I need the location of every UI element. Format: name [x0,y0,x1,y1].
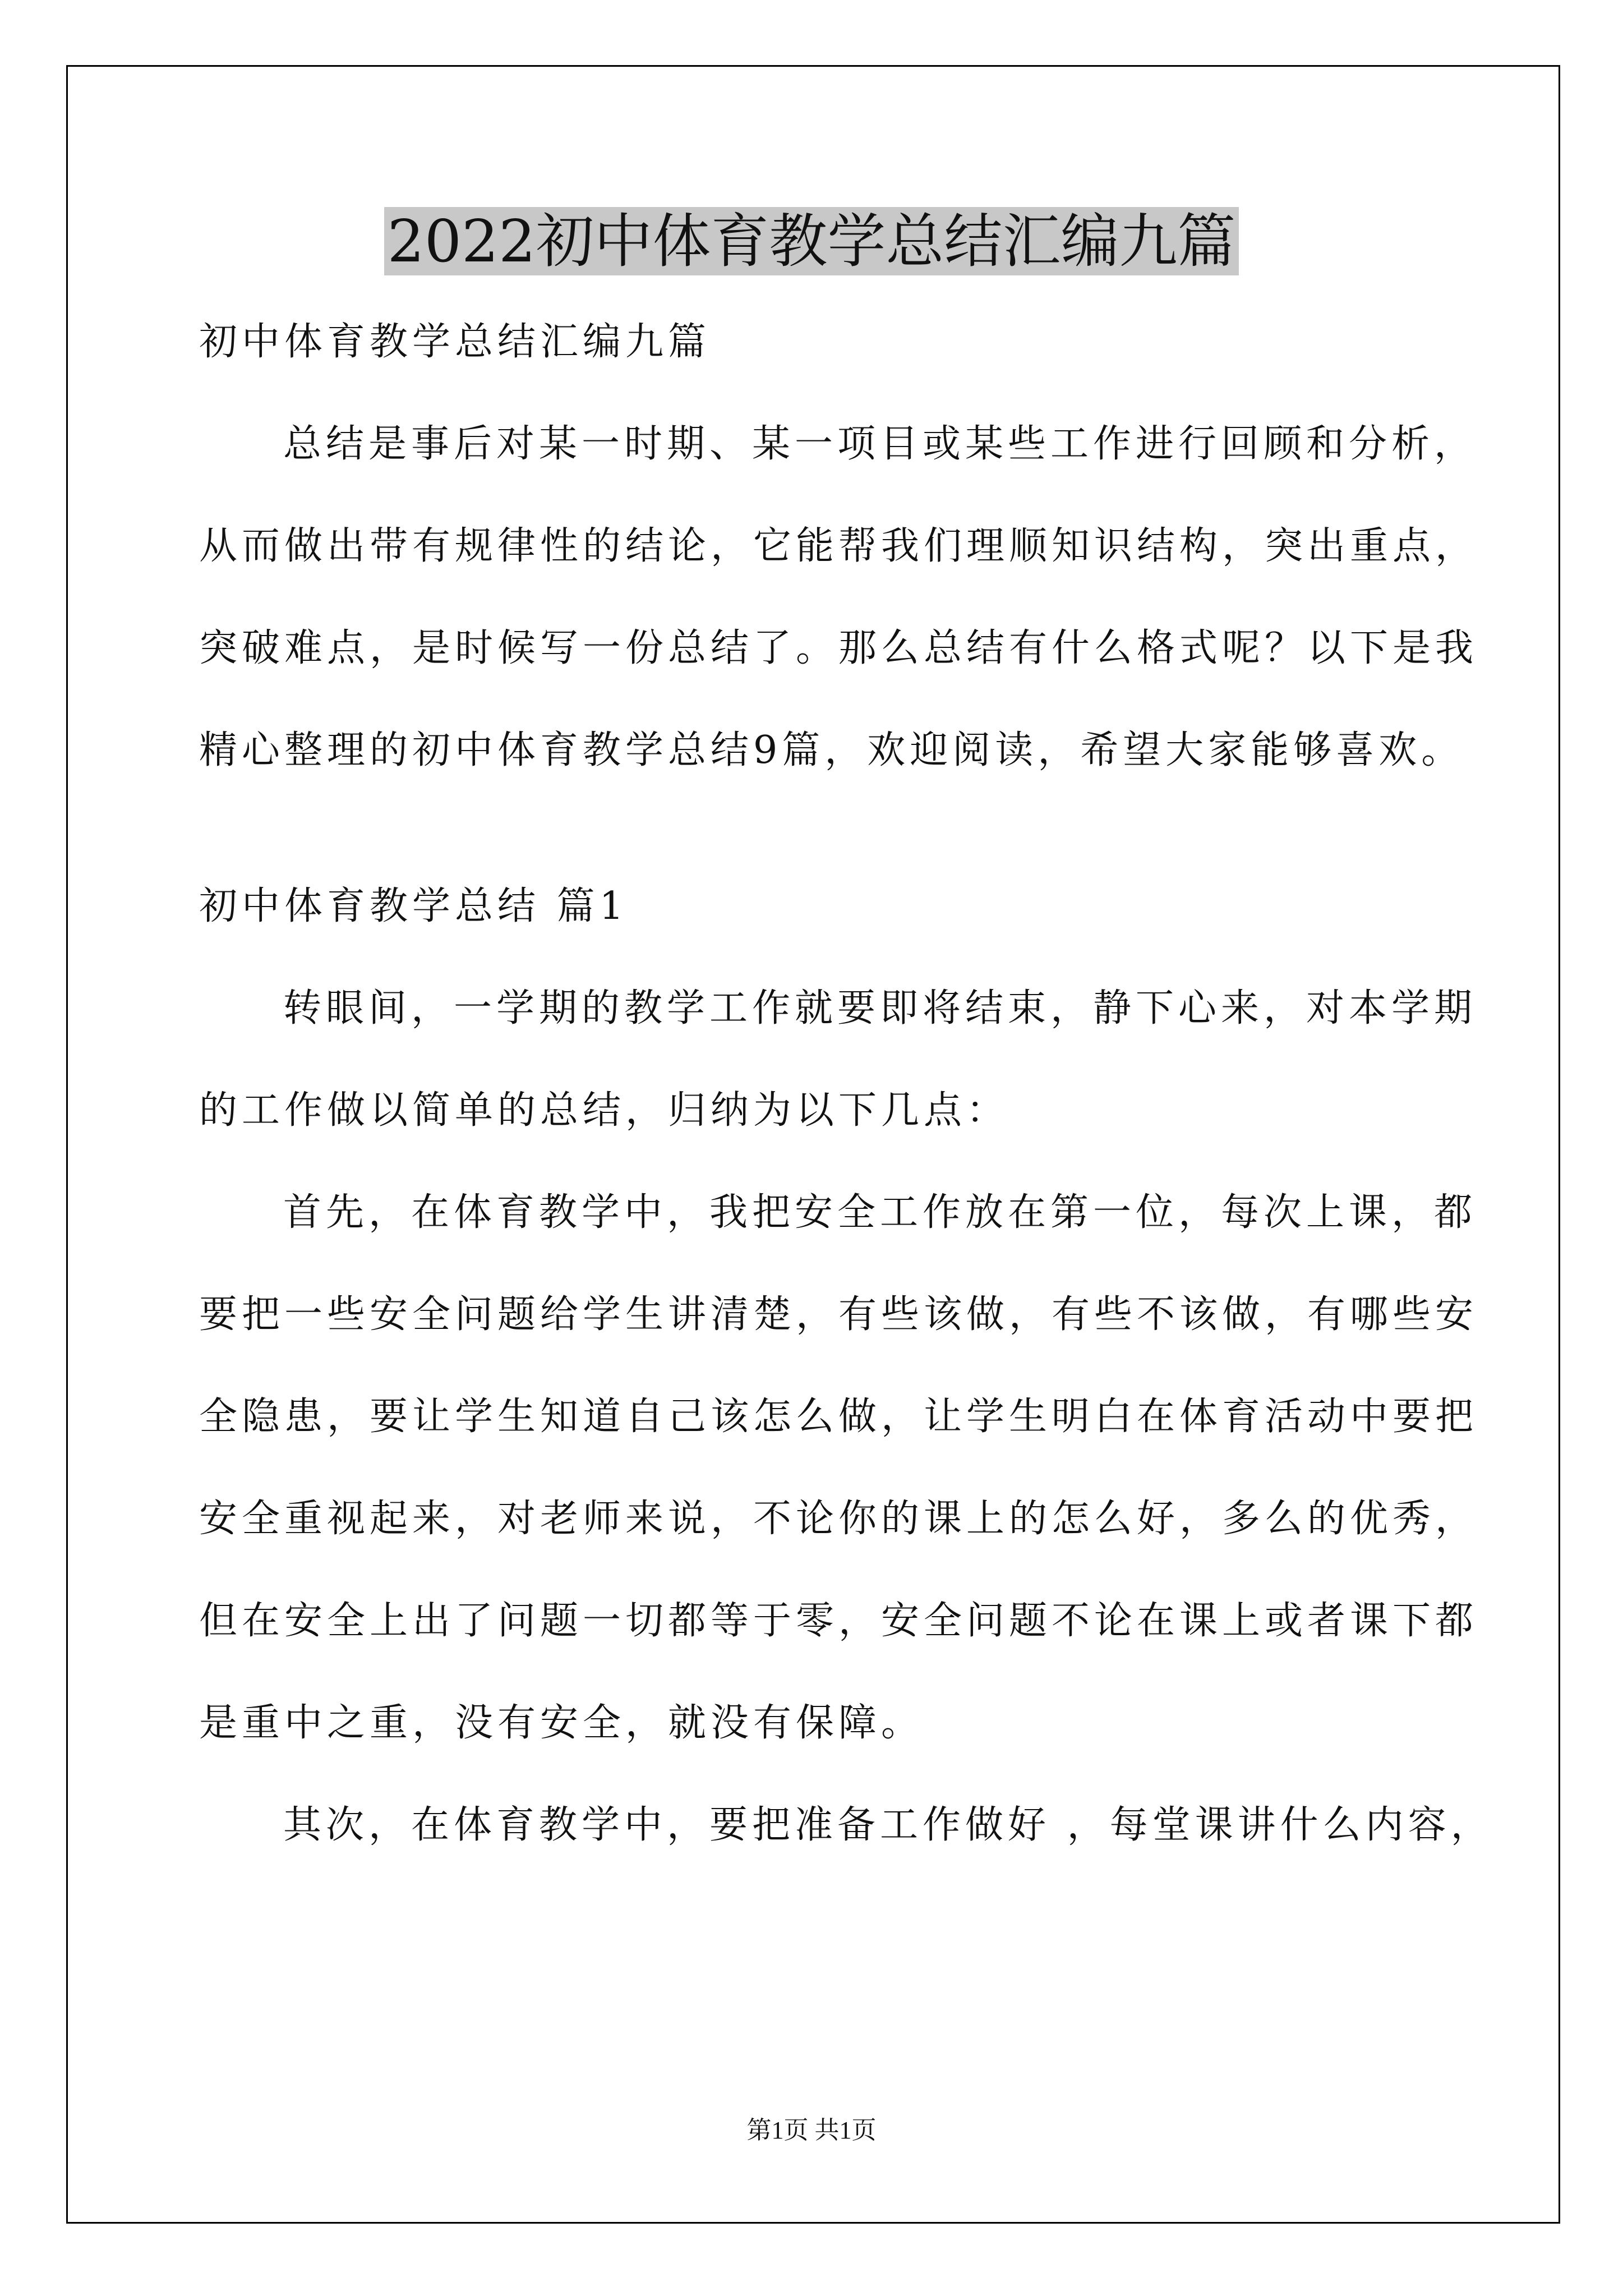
intro-paragraph-line: 总结是事后对某一时期、某一项目或某些工作进行回顾和分析， [283,422,1477,466]
section-heading: 初中体育教学总结 篇1 [199,884,628,928]
document-body [199,317,1493,1902]
body-paragraph-line: 全隐患，要让学生知道自己该怎么做，让学生明白在体育活动中要把 [199,1395,1478,1439]
section-spacer [199,827,1433,881]
body-paragraph-line: 要把一些安全问题给学生讲清楚，有些该做，有些不该做，有哪些安 [199,1292,1478,1337]
document-title-text: 2022初中体育教学总结汇编九篇 [384,207,1239,275]
body-paragraph-line: 其次，在体育教学中，要把准备工作做好 ，每堂课讲什么内容， [283,1803,1493,1847]
document-subtitle: 初中体育教学总结汇编九篇 [199,320,711,364]
intro-paragraph-line: 突破难点，是时候写一份总结了。那么总结有什么格式呢？以下是我 [199,626,1478,670]
intro-paragraph-line: 精心整理的初中体育教学总结9篇，欢迎阅读，希望大家能够喜欢。 [199,728,1464,772]
intro-paragraph-line: 从而做出带有规律性的结论，它能帮我们理顺知识结构，突出重点， [199,524,1478,568]
body-paragraph-line: 转眼间，一学期的教学工作就要即将结束，静下心来，对本学期 [283,986,1477,1030]
body-paragraph-line: 是重中之重，没有安全，就没有保障。 [199,1701,924,1745]
document-title [0,202,1623,280]
page-footer: 第1页 共1页 [746,2116,877,2144]
body-paragraph-line: 的工作做以简单的总结，归纳为以下几点： [199,1088,1009,1133]
body-paragraph-line: 安全重视起来，对老师来说，不论你的课上的怎么好，多么的优秀， [199,1497,1478,1541]
body-paragraph-line: 但在安全上出了问题一切都等于零，安全问题不论在课上或者课下都 [199,1599,1478,1643]
body-paragraph-line: 首先，在体育教学中，我把安全工作放在第一位，每次上课，都 [283,1190,1477,1235]
